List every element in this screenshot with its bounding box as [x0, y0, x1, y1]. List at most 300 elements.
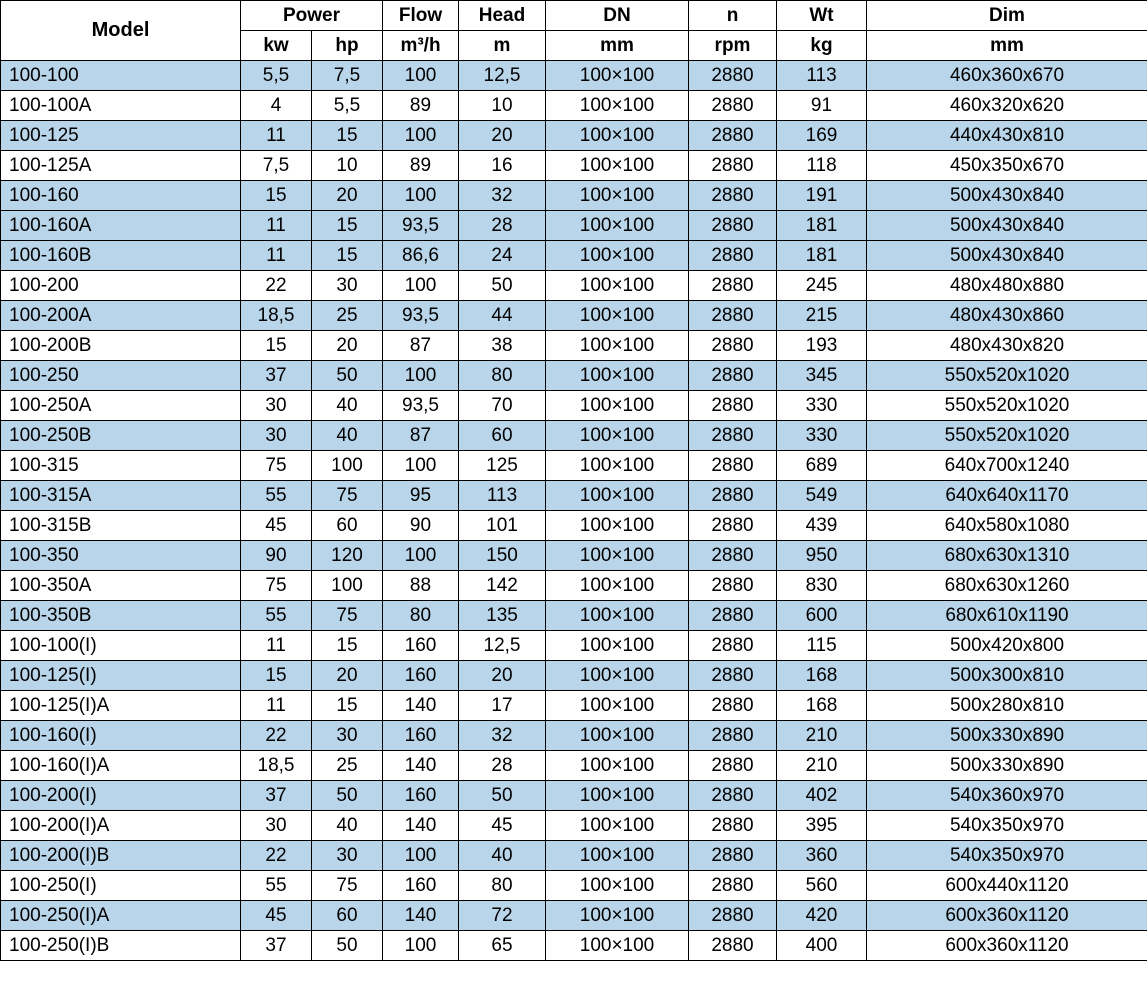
cell-wt: 210	[777, 751, 867, 781]
cell-kw: 55	[241, 601, 312, 631]
cell-kw: 75	[241, 451, 312, 481]
cell-dim: 640x640x1170	[867, 481, 1147, 511]
table-row	[1, 721, 1147, 751]
cell-n: 2880	[689, 901, 777, 931]
cell-wt: 830	[777, 571, 867, 601]
cell-kw: 37	[241, 781, 312, 811]
cell-kw: 22	[241, 841, 312, 871]
cell-head: 20	[459, 121, 546, 151]
table-row	[1, 121, 1147, 151]
cell-dn: 100×100	[546, 631, 689, 661]
cell-wt: 439	[777, 511, 867, 541]
cell-dn: 100×100	[546, 241, 689, 271]
cell-head: 70	[459, 391, 546, 421]
cell-model: 100-315B	[1, 511, 241, 541]
table-row	[1, 421, 1147, 451]
unit-header-flow: m³/h	[383, 31, 459, 61]
cell-hp: 75	[312, 601, 383, 631]
cell-head: 135	[459, 601, 546, 631]
cell-wt: 193	[777, 331, 867, 361]
cell-dim: 480x480x880	[867, 271, 1147, 301]
cell-kw: 18,5	[241, 751, 312, 781]
cell-head: 24	[459, 241, 546, 271]
cell-model: 100-125(I)	[1, 661, 241, 691]
cell-model: 100-160B	[1, 241, 241, 271]
cell-hp: 15	[312, 241, 383, 271]
cell-hp: 25	[312, 301, 383, 331]
cell-dim: 480x430x820	[867, 331, 1147, 361]
cell-kw: 37	[241, 931, 312, 961]
cell-head: 40	[459, 841, 546, 871]
cell-head: 65	[459, 931, 546, 961]
cell-flow: 100	[383, 181, 459, 211]
cell-head: 32	[459, 721, 546, 751]
cell-dn: 100×100	[546, 181, 689, 211]
cell-flow: 160	[383, 661, 459, 691]
cell-dim: 540x350x970	[867, 841, 1147, 871]
cell-n: 2880	[689, 601, 777, 631]
cell-hp: 50	[312, 781, 383, 811]
cell-flow: 88	[383, 571, 459, 601]
table-row	[1, 631, 1147, 661]
cell-kw: 11	[241, 211, 312, 241]
table-row	[1, 571, 1147, 601]
table-row	[1, 541, 1147, 571]
cell-n: 2880	[689, 241, 777, 271]
cell-hp: 10	[312, 151, 383, 181]
cell-dn: 100×100	[546, 571, 689, 601]
cell-dim: 680x610x1190	[867, 601, 1147, 631]
cell-hp: 60	[312, 511, 383, 541]
cell-model: 100-250B	[1, 421, 241, 451]
cell-kw: 90	[241, 541, 312, 571]
cell-n: 2880	[689, 181, 777, 211]
table-row	[1, 271, 1147, 301]
cell-wt: 402	[777, 781, 867, 811]
table-row	[1, 301, 1147, 331]
cell-flow: 100	[383, 541, 459, 571]
cell-n: 2880	[689, 511, 777, 541]
cell-hp: 25	[312, 751, 383, 781]
unit-header-wt: kg	[777, 31, 867, 61]
cell-flow: 100	[383, 361, 459, 391]
cell-dim: 500x300x810	[867, 661, 1147, 691]
cell-dn: 100×100	[546, 91, 689, 121]
table-row	[1, 601, 1147, 631]
cell-model: 100-250(I)	[1, 871, 241, 901]
cell-dn: 100×100	[546, 451, 689, 481]
cell-flow: 140	[383, 751, 459, 781]
cell-wt: 689	[777, 451, 867, 481]
cell-wt: 950	[777, 541, 867, 571]
cell-flow: 87	[383, 331, 459, 361]
cell-dn: 100×100	[546, 661, 689, 691]
cell-n: 2880	[689, 271, 777, 301]
cell-dn: 100×100	[546, 61, 689, 91]
cell-flow: 160	[383, 871, 459, 901]
cell-n: 2880	[689, 841, 777, 871]
cell-model: 100-250A	[1, 391, 241, 421]
cell-head: 28	[459, 751, 546, 781]
cell-dim: 540x350x970	[867, 811, 1147, 841]
cell-kw: 37	[241, 361, 312, 391]
cell-head: 150	[459, 541, 546, 571]
cell-dn: 100×100	[546, 871, 689, 901]
cell-n: 2880	[689, 811, 777, 841]
cell-model: 100-125	[1, 121, 241, 151]
cell-n: 2880	[689, 151, 777, 181]
cell-flow: 100	[383, 61, 459, 91]
cell-flow: 100	[383, 841, 459, 871]
cell-dn: 100×100	[546, 721, 689, 751]
cell-flow: 90	[383, 511, 459, 541]
cell-model: 100-160(I)	[1, 721, 241, 751]
cell-dim: 460x360x670	[867, 61, 1147, 91]
cell-dim: 500x420x800	[867, 631, 1147, 661]
cell-hp: 120	[312, 541, 383, 571]
cell-model: 100-200B	[1, 331, 241, 361]
header-row-groups	[1, 1, 1147, 31]
cell-n: 2880	[689, 361, 777, 391]
table-row	[1, 241, 1147, 271]
cell-hp: 15	[312, 121, 383, 151]
cell-kw: 11	[241, 631, 312, 661]
cell-n: 2880	[689, 211, 777, 241]
cell-flow: 86,6	[383, 241, 459, 271]
cell-flow: 100	[383, 451, 459, 481]
table-row	[1, 181, 1147, 211]
cell-wt: 210	[777, 721, 867, 751]
cell-hp: 50	[312, 361, 383, 391]
cell-model: 100-200(I)A	[1, 811, 241, 841]
cell-kw: 15	[241, 181, 312, 211]
cell-flow: 87	[383, 421, 459, 451]
cell-head: 50	[459, 271, 546, 301]
cell-flow: 89	[383, 91, 459, 121]
cell-dn: 100×100	[546, 811, 689, 841]
cell-model: 100-160A	[1, 211, 241, 241]
column-header-n: n	[689, 1, 777, 31]
cell-model: 100-100A	[1, 91, 241, 121]
cell-wt: 330	[777, 421, 867, 451]
cell-hp: 40	[312, 391, 383, 421]
cell-hp: 75	[312, 481, 383, 511]
table-row	[1, 61, 1147, 91]
table-row	[1, 931, 1147, 961]
table-row	[1, 871, 1147, 901]
cell-hp: 40	[312, 811, 383, 841]
cell-head: 20	[459, 661, 546, 691]
cell-hp: 5,5	[312, 91, 383, 121]
cell-wt: 420	[777, 901, 867, 931]
cell-flow: 160	[383, 721, 459, 751]
table-row	[1, 451, 1147, 481]
cell-dim: 680x630x1260	[867, 571, 1147, 601]
cell-n: 2880	[689, 571, 777, 601]
unit-header-dim: mm	[867, 31, 1147, 61]
cell-model: 100-250	[1, 361, 241, 391]
cell-kw: 45	[241, 901, 312, 931]
cell-flow: 80	[383, 601, 459, 631]
cell-model: 100-350A	[1, 571, 241, 601]
cell-wt: 168	[777, 691, 867, 721]
cell-kw: 18,5	[241, 301, 312, 331]
column-header-dn: DN	[546, 1, 689, 31]
cell-head: 44	[459, 301, 546, 331]
table-row	[1, 211, 1147, 241]
table-row	[1, 901, 1147, 931]
cell-dim: 640x580x1080	[867, 511, 1147, 541]
unit-header-kw: kw	[241, 31, 312, 61]
cell-dim: 500x430x840	[867, 211, 1147, 241]
cell-kw: 11	[241, 121, 312, 151]
cell-kw: 30	[241, 421, 312, 451]
cell-dn: 100×100	[546, 781, 689, 811]
cell-n: 2880	[689, 721, 777, 751]
cell-n: 2880	[689, 331, 777, 361]
cell-wt: 245	[777, 271, 867, 301]
cell-kw: 15	[241, 661, 312, 691]
cell-head: 17	[459, 691, 546, 721]
cell-flow: 89	[383, 151, 459, 181]
cell-hp: 20	[312, 661, 383, 691]
table-row	[1, 91, 1147, 121]
table-row	[1, 361, 1147, 391]
table-row	[1, 661, 1147, 691]
cell-dn: 100×100	[546, 121, 689, 151]
cell-dim: 460x320x620	[867, 91, 1147, 121]
cell-model: 100-200	[1, 271, 241, 301]
cell-model: 100-125(I)A	[1, 691, 241, 721]
cell-hp: 50	[312, 931, 383, 961]
cell-dn: 100×100	[546, 211, 689, 241]
cell-wt: 400	[777, 931, 867, 961]
column-header-wt: Wt	[777, 1, 867, 31]
cell-hp: 30	[312, 721, 383, 751]
table-row	[1, 691, 1147, 721]
cell-model: 100-160(I)A	[1, 751, 241, 781]
cell-hp: 20	[312, 181, 383, 211]
cell-dim: 500x430x840	[867, 241, 1147, 271]
cell-head: 80	[459, 871, 546, 901]
cell-dn: 100×100	[546, 331, 689, 361]
cell-hp: 60	[312, 901, 383, 931]
cell-kw: 22	[241, 271, 312, 301]
cell-dim: 550x520x1020	[867, 391, 1147, 421]
cell-hp: 75	[312, 871, 383, 901]
cell-flow: 160	[383, 631, 459, 661]
cell-dn: 100×100	[546, 361, 689, 391]
cell-kw: 30	[241, 811, 312, 841]
cell-dim: 550x520x1020	[867, 421, 1147, 451]
cell-wt: 113	[777, 61, 867, 91]
cell-kw: 45	[241, 511, 312, 541]
cell-kw: 7,5	[241, 151, 312, 181]
cell-dn: 100×100	[546, 751, 689, 781]
cell-kw: 11	[241, 691, 312, 721]
cell-head: 125	[459, 451, 546, 481]
cell-wt: 549	[777, 481, 867, 511]
table-row	[1, 481, 1147, 511]
column-header-dim: Dim	[867, 1, 1147, 31]
cell-dn: 100×100	[546, 841, 689, 871]
cell-model: 100-160	[1, 181, 241, 211]
cell-flow: 140	[383, 691, 459, 721]
cell-n: 2880	[689, 121, 777, 151]
column-header-head: Head	[459, 1, 546, 31]
table-row	[1, 391, 1147, 421]
cell-kw: 30	[241, 391, 312, 421]
cell-n: 2880	[689, 481, 777, 511]
cell-head: 10	[459, 91, 546, 121]
cell-model: 100-315	[1, 451, 241, 481]
cell-flow: 140	[383, 811, 459, 841]
cell-kw: 4	[241, 91, 312, 121]
cell-dn: 100×100	[546, 271, 689, 301]
cell-model: 100-315A	[1, 481, 241, 511]
cell-head: 38	[459, 331, 546, 361]
cell-head: 142	[459, 571, 546, 601]
cell-dn: 100×100	[546, 391, 689, 421]
cell-hp: 15	[312, 691, 383, 721]
cell-wt: 181	[777, 241, 867, 271]
cell-wt: 395	[777, 811, 867, 841]
cell-dim: 480x430x860	[867, 301, 1147, 331]
cell-dim: 640x700x1240	[867, 451, 1147, 481]
cell-dim: 500x330x890	[867, 751, 1147, 781]
cell-head: 32	[459, 181, 546, 211]
cell-n: 2880	[689, 451, 777, 481]
column-header-power: Power	[241, 1, 383, 31]
cell-model: 100-125A	[1, 151, 241, 181]
cell-n: 2880	[689, 781, 777, 811]
cell-kw: 11	[241, 241, 312, 271]
cell-kw: 55	[241, 871, 312, 901]
cell-model: 100-250(I)B	[1, 931, 241, 961]
cell-dn: 100×100	[546, 901, 689, 931]
cell-flow: 160	[383, 781, 459, 811]
cell-dn: 100×100	[546, 301, 689, 331]
cell-hp: 7,5	[312, 61, 383, 91]
cell-flow: 140	[383, 901, 459, 931]
cell-dim: 440x430x810	[867, 121, 1147, 151]
cell-n: 2880	[689, 61, 777, 91]
cell-head: 12,5	[459, 61, 546, 91]
cell-dn: 100×100	[546, 421, 689, 451]
cell-flow: 95	[383, 481, 459, 511]
cell-flow: 93,5	[383, 211, 459, 241]
cell-kw: 15	[241, 331, 312, 361]
cell-wt: 191	[777, 181, 867, 211]
cell-flow: 100	[383, 271, 459, 301]
cell-dn: 100×100	[546, 511, 689, 541]
cell-head: 101	[459, 511, 546, 541]
cell-head: 72	[459, 901, 546, 931]
cell-wt: 560	[777, 871, 867, 901]
cell-head: 60	[459, 421, 546, 451]
cell-model: 100-350B	[1, 601, 241, 631]
table-row	[1, 331, 1147, 361]
cell-dim: 600x360x1120	[867, 901, 1147, 931]
cell-hp: 20	[312, 331, 383, 361]
cell-dn: 100×100	[546, 601, 689, 631]
cell-kw: 5,5	[241, 61, 312, 91]
table-row	[1, 811, 1147, 841]
cell-head: 12,5	[459, 631, 546, 661]
cell-model: 100-350	[1, 541, 241, 571]
cell-n: 2880	[689, 871, 777, 901]
cell-hp: 30	[312, 841, 383, 871]
table-row	[1, 841, 1147, 871]
unit-header-dn: mm	[546, 31, 689, 61]
cell-n: 2880	[689, 691, 777, 721]
cell-head: 50	[459, 781, 546, 811]
cell-dim: 540x360x970	[867, 781, 1147, 811]
cell-n: 2880	[689, 301, 777, 331]
table-body	[1, 61, 1147, 961]
cell-wt: 91	[777, 91, 867, 121]
table-header	[1, 1, 1147, 61]
cell-dim: 550x520x1020	[867, 361, 1147, 391]
column-header-model: Model	[1, 1, 241, 61]
cell-wt: 118	[777, 151, 867, 181]
cell-model: 100-100	[1, 61, 241, 91]
cell-dim: 500x280x810	[867, 691, 1147, 721]
cell-flow: 100	[383, 931, 459, 961]
cell-n: 2880	[689, 421, 777, 451]
unit-header-n: rpm	[689, 31, 777, 61]
column-header-flow: Flow	[383, 1, 459, 31]
cell-wt: 215	[777, 301, 867, 331]
unit-header-head: m	[459, 31, 546, 61]
cell-wt: 115	[777, 631, 867, 661]
cell-wt: 600	[777, 601, 867, 631]
cell-wt: 330	[777, 391, 867, 421]
cell-n: 2880	[689, 931, 777, 961]
cell-dn: 100×100	[546, 481, 689, 511]
cell-flow: 100	[383, 121, 459, 151]
cell-kw: 55	[241, 481, 312, 511]
cell-dim: 600x440x1120	[867, 871, 1147, 901]
cell-head: 28	[459, 211, 546, 241]
cell-flow: 93,5	[383, 391, 459, 421]
cell-dn: 100×100	[546, 691, 689, 721]
cell-flow: 93,5	[383, 301, 459, 331]
cell-model: 100-250(I)A	[1, 901, 241, 931]
cell-n: 2880	[689, 541, 777, 571]
cell-head: 45	[459, 811, 546, 841]
cell-wt: 168	[777, 661, 867, 691]
cell-n: 2880	[689, 91, 777, 121]
cell-n: 2880	[689, 391, 777, 421]
cell-wt: 181	[777, 211, 867, 241]
table-row	[1, 781, 1147, 811]
cell-hp: 40	[312, 421, 383, 451]
table-row	[1, 511, 1147, 541]
cell-head: 16	[459, 151, 546, 181]
table-row	[1, 751, 1147, 781]
cell-model: 100-100(I)	[1, 631, 241, 661]
cell-dim: 600x360x1120	[867, 931, 1147, 961]
cell-dim: 500x430x840	[867, 181, 1147, 211]
cell-n: 2880	[689, 661, 777, 691]
cell-hp: 15	[312, 211, 383, 241]
cell-kw: 75	[241, 571, 312, 601]
cell-n: 2880	[689, 631, 777, 661]
cell-wt: 345	[777, 361, 867, 391]
cell-dim: 450x350x670	[867, 151, 1147, 181]
cell-head: 113	[459, 481, 546, 511]
